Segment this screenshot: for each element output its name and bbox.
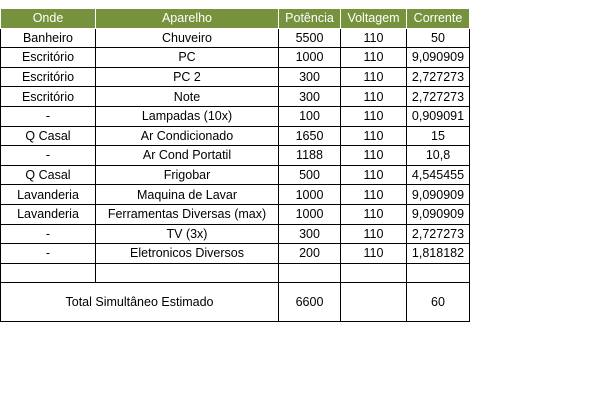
cell-corrente[interactable]: 50 [407,28,470,48]
cell-corrente[interactable]: 2,727273 [407,87,470,107]
table-row [1,48,470,68]
total-voltagem[interactable] [341,282,407,321]
cell-aparelho[interactable]: PC [96,48,279,68]
cell-onde[interactable]: - [1,244,96,264]
cell-corrente[interactable]: 1,818182 [407,244,470,264]
cell-potencia[interactable]: 200 [279,244,341,264]
cell-potencia[interactable]: 1188 [279,146,341,166]
cell-voltagem[interactable]: 110 [341,67,407,87]
header-corrente[interactable]: Corrente [407,9,470,29]
cell-onde[interactable]: Q Casal [1,126,96,146]
cell-voltagem[interactable]: 110 [341,126,407,146]
table-row [1,146,470,166]
cell-potencia[interactable]: 500 [279,165,341,185]
cell-aparelho[interactable]: Ferramentas Diversas (max) [96,204,279,224]
cell-onde[interactable]: Q Casal [1,165,96,185]
cell-potencia[interactable]: 100 [279,106,341,126]
cell-onde[interactable]: - [1,146,96,166]
cell-aparelho[interactable]: Eletronicos Diversos [96,244,279,264]
cell-onde[interactable]: Escritório [1,87,96,107]
cell-onde[interactable]: Lavanderia [1,185,96,205]
cell-voltagem[interactable]: 110 [341,204,407,224]
cell-voltagem[interactable]: 110 [341,185,407,205]
cell-aparelho[interactable]: Ar Condicionado [96,126,279,146]
cell-aparelho[interactable]: PC 2 [96,67,279,87]
cell-potencia[interactable]: 1000 [279,48,341,68]
cell-aparelho[interactable]: Chuveiro [96,28,279,48]
table-row [1,224,470,244]
table-row [1,67,470,87]
table-row [1,165,470,185]
cell-corrente[interactable]: 0,909091 [407,106,470,126]
cell-potencia[interactable]: 1000 [279,185,341,205]
header-row [1,9,470,29]
cell-corrente[interactable]: 10,8 [407,146,470,166]
cell-potencia[interactable]: 1650 [279,126,341,146]
empty-cell[interactable] [279,263,341,282]
cell-corrente[interactable]: 2,727273 [407,67,470,87]
total-corrente[interactable]: 60 [407,282,470,321]
total-label[interactable]: Total Simultâneo Estimado [1,282,279,321]
cell-potencia[interactable]: 300 [279,67,341,87]
cell-onde[interactable]: Banheiro [1,28,96,48]
header-onde[interactable]: Onde [1,9,96,29]
cell-potencia[interactable]: 1000 [279,204,341,224]
total-potencia[interactable]: 6600 [279,282,341,321]
table-row [1,28,470,48]
empty-cell[interactable] [96,263,279,282]
table-row [1,106,470,126]
table-row [1,244,470,264]
header-aparelho[interactable]: Aparelho [96,9,279,29]
cell-voltagem[interactable]: 110 [341,28,407,48]
empty-row [1,263,470,282]
cell-corrente[interactable]: 15 [407,126,470,146]
cell-onde[interactable]: Escritório [1,67,96,87]
header-voltagem[interactable]: Voltagem [341,9,407,29]
cell-potencia[interactable]: 300 [279,87,341,107]
cell-onde[interactable]: - [1,106,96,126]
spreadsheet-table [0,8,470,322]
empty-cell[interactable] [341,263,407,282]
cell-voltagem[interactable]: 110 [341,106,407,126]
empty-cell[interactable] [1,263,96,282]
cell-potencia[interactable]: 300 [279,224,341,244]
cell-aparelho[interactable]: Maquina de Lavar [96,185,279,205]
cell-aparelho[interactable]: Note [96,87,279,107]
cell-voltagem[interactable]: 110 [341,244,407,264]
total-row [1,282,470,321]
table-row [1,204,470,224]
cell-corrente[interactable]: 9,090909 [407,185,470,205]
header-potencia[interactable]: Potência [279,9,341,29]
table-row [1,126,470,146]
cell-voltagem[interactable]: 110 [341,87,407,107]
cell-voltagem[interactable]: 110 [341,224,407,244]
cell-onde[interactable]: Escritório [1,48,96,68]
cell-voltagem[interactable]: 110 [341,165,407,185]
table-row [1,87,470,107]
cell-aparelho[interactable]: Frigobar [96,165,279,185]
cell-aparelho[interactable]: Lampadas (10x) [96,106,279,126]
table-row [1,185,470,205]
cell-aparelho[interactable]: Ar Cond Portatil [96,146,279,166]
cell-corrente[interactable]: 9,090909 [407,48,470,68]
cell-voltagem[interactable]: 110 [341,48,407,68]
cell-aparelho[interactable]: TV (3x) [96,224,279,244]
cell-onde[interactable]: Lavanderia [1,204,96,224]
cell-corrente[interactable]: 4,545455 [407,165,470,185]
cell-corrente[interactable]: 9,090909 [407,204,470,224]
cell-voltagem[interactable]: 110 [341,146,407,166]
cell-corrente[interactable]: 2,727273 [407,224,470,244]
cell-potencia[interactable]: 5500 [279,28,341,48]
cell-onde[interactable]: - [1,224,96,244]
empty-cell[interactable] [407,263,470,282]
